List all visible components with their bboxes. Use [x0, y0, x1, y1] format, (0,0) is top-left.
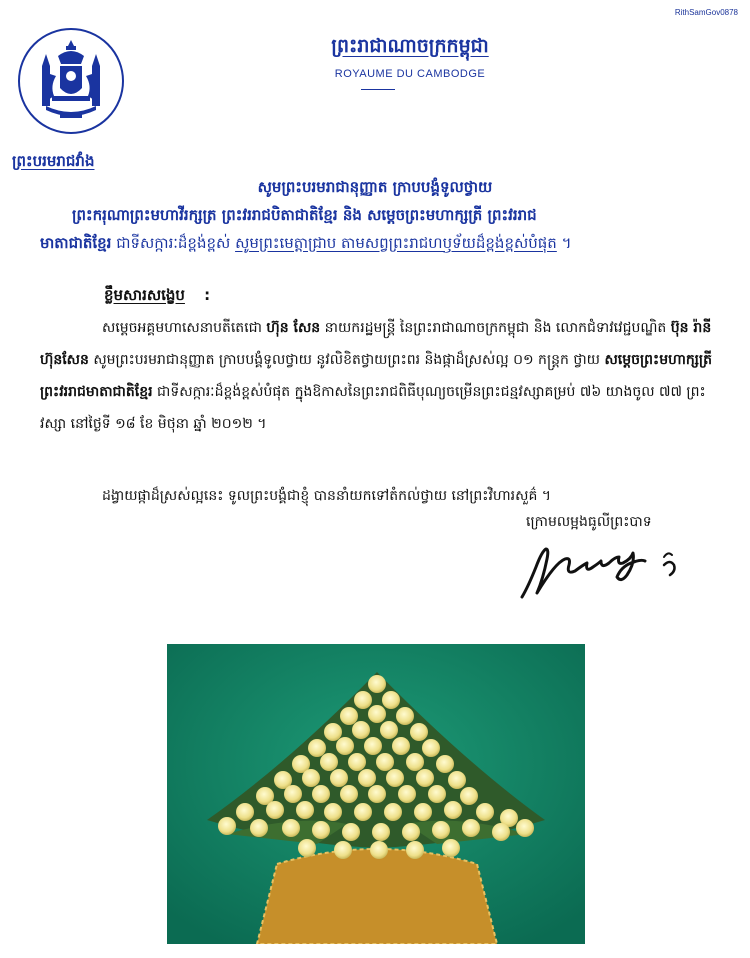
kingdom-title-khmer: ព្រះរាជាណាចក្រកម្ពុជា [331, 35, 489, 57]
subject-label: ខ្លឹមសារសង្ខេប [104, 286, 185, 304]
paragraph-1-name-2: ប៊ុន រ៉ានី ហ៊ុនសែន [40, 320, 712, 368]
kingdom-title-french: ROYAUME DU CAMBODGE [334, 68, 486, 80]
intro-line-2: ព្រះករុណាព្រះមហាវីរក្សត្រ ព្រះវររាជបិតាជាតិខ្មែរ និង សម្តេចព្រះមហាក្សត្រី ព្រះវររាជ [72, 206, 537, 224]
paragraph-1-c: សូមព្រះបរមរាជានុញ្ញាត ក្រាបបង្គំទូលថ្វាយ នូវលិខិតថ្វាយព្រះពរ និងផ្កាដ៏ស្រស់ល្អ ០១ កន្ត្រក ថ្វាយ [93, 352, 600, 368]
flower-basket-photo [167, 644, 585, 944]
intro-line-3-end: ។ [561, 234, 572, 252]
intro-line-3-mid: ជាទីសក្ការៈដ៏ខ្ពង់ខ្ពស់ [116, 234, 231, 252]
intro-line-1: សូមព្រះបរមរាជានុញ្ញាត ក្រាបបង្គំទូលថ្វាយ [257, 178, 493, 196]
closing-salutation: ក្រោមលម្អងធូលីព្រះបាទ [526, 514, 652, 530]
signature [514, 535, 684, 605]
reference-code: RithSamGov0878 [674, 8, 738, 17]
paragraph-2: ដង្វាយផ្កាដ៏ស្រស់ល្អនេះ ទូលព្រះបង្គំជាខ្ញុំ បាននាំយកទៅតំកល់ថ្វាយ នៅព្រះវិហារសួគ៌ ។ [102, 488, 552, 504]
paragraph-1-d: ជាទីសក្ការៈដ៏ខ្ពង់ខ្ពស់បំផុត ក្នុងឱកាសនៃព្រះរាជពិធីបុណ្យចម្រើនព្រះជន្មវស្សាគម្រប់ ៧៦ យាងចូល ៧៧ ព្រះវស្សា នៅថ្ងៃទី ១៨ ខែ មិថុនា ឆ្នាំ ២០១២ ។ [40, 384, 706, 432]
paragraph-1-b: នាយករដ្ឋមន្ត្រី នៃព្រះរាជាណាចក្រកម្ពុជា និង លោកជំទាវវេជ្ជបណ្ឌិត [324, 320, 667, 336]
paragraph-1-name-1: ហ៊ុន សែន [266, 320, 321, 336]
subject-colon: : [204, 286, 211, 304]
subject-heading [104, 286, 210, 308]
paragraph-1 [40, 312, 720, 440]
paragraph-1-name-3: សម្តេចព្រះមហាក្សត្រី ព្រះវររាជមាតាជាតិខ្មែរ [40, 352, 712, 400]
paragraph-1-a: សម្តេចអគ្គមហាសេនាបតីតេជោ [102, 320, 262, 336]
intro-line-3-underlined: សូមព្រះមេត្តាជ្រាប តាមសព្វព្រះរាជហឫទ័យដ៏ខ្ពង់ខ្ពស់បំផុត [235, 234, 557, 252]
intro-line-3-bold: មាតាជាតិខ្មែរ [40, 234, 112, 252]
addressee: ព្រះបរមរាជវាំង [12, 152, 95, 170]
header-divider [361, 89, 395, 90]
intro-line-3 [40, 234, 572, 256]
